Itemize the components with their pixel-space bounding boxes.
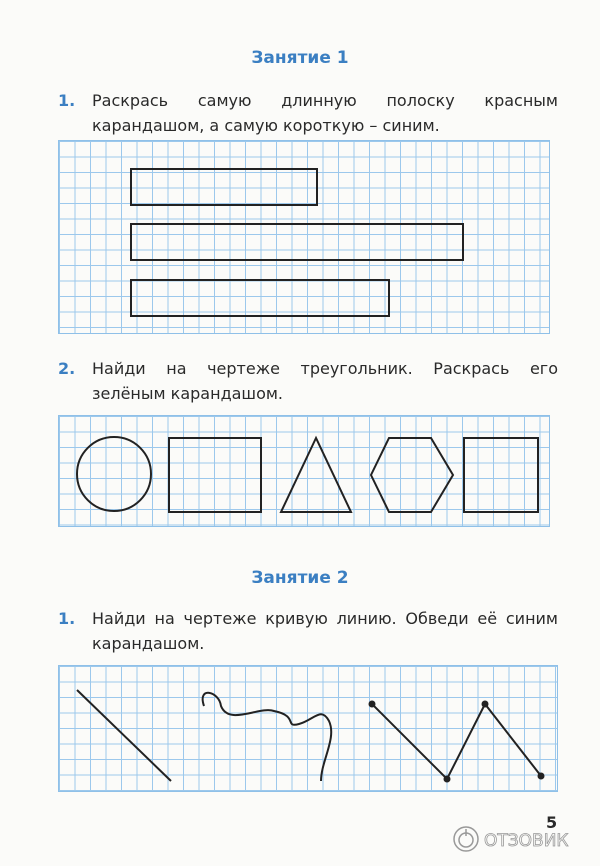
- strip-medium: [131, 280, 389, 316]
- vertex-dot: [482, 701, 489, 708]
- straight-line: [77, 690, 171, 781]
- strip-long: [131, 224, 463, 260]
- lines-drawing: [59, 666, 557, 791]
- lesson-1-task-1: [58, 88, 558, 138]
- curved-line: [203, 693, 332, 781]
- shapes-grid: [58, 415, 550, 527]
- strips-grid: [58, 140, 550, 334]
- triangle-shape: [281, 438, 351, 512]
- task-number: 1.: [58, 91, 76, 110]
- vertex-dot: [444, 776, 451, 783]
- square-shape: [169, 438, 261, 512]
- task-number: 1.: [58, 609, 76, 628]
- page-number: 5: [546, 813, 558, 832]
- strip-short: [131, 169, 317, 205]
- lesson-1-task-2: [58, 356, 558, 406]
- task-text: Раскрась самую длинную полоску красным карандашом, а самую короткую – синим.: [92, 91, 558, 135]
- vertex-dot: [538, 773, 545, 780]
- task-text: Найди на чертеже кривую линию. Обведи её синим карандашом.: [92, 609, 558, 653]
- rectangle-shape: [464, 438, 538, 512]
- task-number: 2.: [58, 359, 76, 378]
- task-text: Найди на чертеже треугольник. Раскрась его зелёным карандашом.: [92, 359, 558, 403]
- lesson-2-task-1: [58, 606, 558, 656]
- broken-line: [372, 704, 541, 779]
- shapes-drawing: [59, 416, 549, 526]
- power-icon: [452, 824, 592, 854]
- circle-shape: [77, 437, 151, 511]
- lines-grid: [58, 665, 558, 792]
- otzovik-watermark: [452, 824, 592, 854]
- watermark-text: ОТЗОВИК: [484, 831, 569, 851]
- vertex-dot: [369, 701, 376, 708]
- hexagon-shape: [371, 438, 453, 512]
- lesson-1-title: Занятие 1: [251, 48, 349, 68]
- strips-drawing: [59, 141, 549, 333]
- lesson-2-title: Занятие 2: [251, 568, 349, 588]
